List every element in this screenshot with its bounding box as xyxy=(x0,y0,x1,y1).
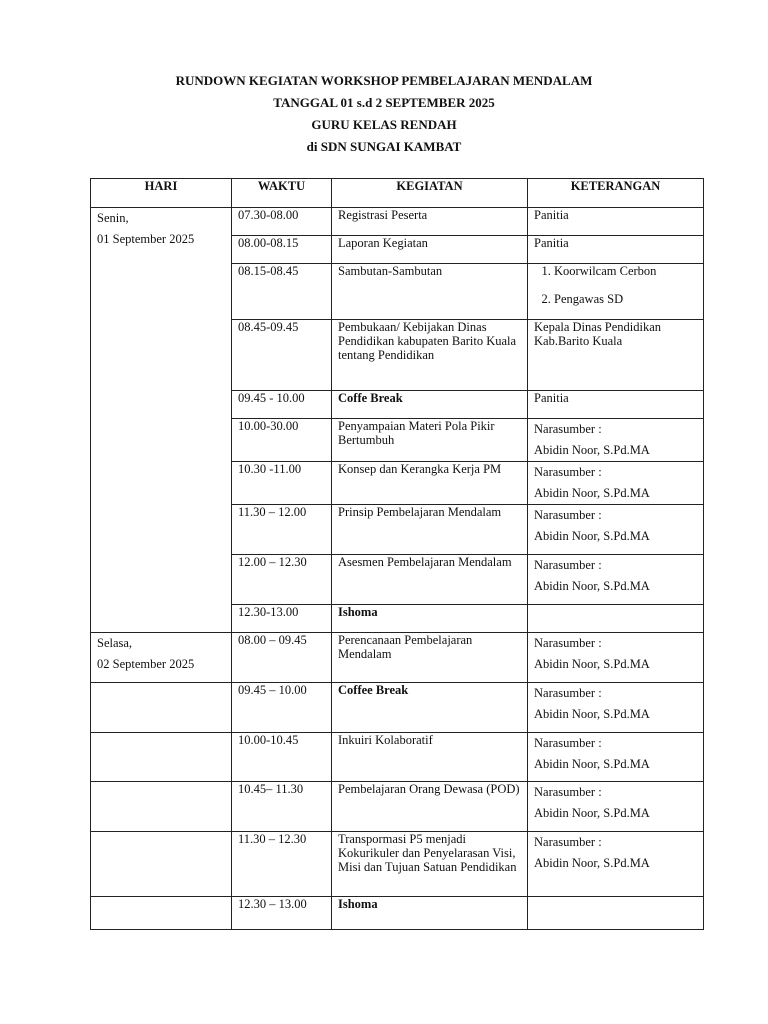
activity-cell: Perencanaan Pembelajaran Mendalam xyxy=(332,633,528,683)
day-cell-empty xyxy=(91,897,232,930)
note-cell xyxy=(528,897,704,930)
note-cell xyxy=(528,462,704,505)
note-speaker: Abidin Noor, S.Pd.MA xyxy=(534,856,650,870)
note-cell: Kepala Dinas Pendidikan Kab.Barito Kuala xyxy=(528,320,704,391)
title-line-3: GURU KELAS RENDAH xyxy=(311,117,457,132)
activity-cell: Ishoma xyxy=(332,897,528,930)
note-label: Narasumber : xyxy=(534,558,602,572)
note-speaker: Abidin Noor, S.Pd.MA xyxy=(534,443,650,457)
activity-cell: Pembelajaran Orang Dewasa (POD) xyxy=(332,782,528,832)
time-cell: 12.30-13.00 xyxy=(232,605,332,633)
column-header-keterangan: KETERANGAN xyxy=(528,179,704,208)
activity-cell: Prinsip Pembelajaran Mendalam xyxy=(332,505,528,555)
note-label: Narasumber : xyxy=(534,686,602,700)
activity-cell: Pembukaan/ Kebijakan Dinas Pendidikan kabupaten Barito Kuala tentang Pendidikan xyxy=(332,320,528,391)
day-cell xyxy=(91,208,232,633)
table-row xyxy=(91,208,704,236)
note-speaker: Abidin Noor, S.Pd.MA xyxy=(534,529,650,543)
activity-cell: Coffe Break xyxy=(332,391,528,419)
rundown-table xyxy=(90,178,704,930)
note-speaker: Abidin Noor, S.Pd.MA xyxy=(534,579,650,593)
note-label: Narasumber : xyxy=(534,835,602,849)
note-speaker: Abidin Noor, S.Pd.MA xyxy=(534,757,650,771)
note-cell xyxy=(528,555,704,605)
note-list-item: 2. Pengawas SD xyxy=(554,285,697,313)
table-row xyxy=(91,832,704,897)
note-cell: Panitia xyxy=(528,208,704,236)
time-cell: 09.45 - 10.00 xyxy=(232,391,332,419)
time-cell: 08.00 – 09.45 xyxy=(232,633,332,683)
activity-cell: Coffee Break xyxy=(332,683,528,733)
table-row xyxy=(91,683,704,733)
activity-cell: Asesmen Pembelajaran Mendalam xyxy=(332,555,528,605)
time-cell: 10.00-10.45 xyxy=(232,733,332,782)
column-header-kegiatan: KEGIATAN xyxy=(332,179,528,208)
title-line-4: di SDN SUNGAI KAMBAT xyxy=(306,139,462,154)
note-label: Narasumber : xyxy=(534,736,602,750)
table-header-row xyxy=(91,179,704,208)
day-date: 02 September 2025 xyxy=(97,657,195,671)
column-header-hari: HARI xyxy=(91,179,232,208)
table-row xyxy=(91,733,704,782)
time-cell: 12.30 – 13.00 xyxy=(232,897,332,930)
time-cell: 08.15-08.45 xyxy=(232,264,332,320)
note-cell xyxy=(528,264,704,320)
note-speaker: Abidin Noor, S.Pd.MA xyxy=(534,486,650,500)
table-row xyxy=(91,897,704,930)
note-label: Narasumber : xyxy=(534,636,602,650)
time-cell: 12.00 – 12.30 xyxy=(232,555,332,605)
table-row xyxy=(91,633,704,683)
document-title xyxy=(0,70,768,158)
note-cell xyxy=(528,733,704,782)
day-cell-empty xyxy=(91,683,232,733)
activity-cell: Transpormasi P5 menjadi Kokurikuler dan Penyelarasan Visi, Misi dan Tujuan Satuan Pendidikan xyxy=(332,832,528,897)
note-cell: Panitia xyxy=(528,391,704,419)
note-list xyxy=(534,257,697,313)
activity-cell: Sambutan-Sambutan xyxy=(332,264,528,320)
activity-cell: Ishoma xyxy=(332,605,528,633)
note-cell xyxy=(528,419,704,462)
note-cell: Panitia xyxy=(528,236,704,264)
note-cell xyxy=(528,782,704,832)
day-name: Selasa, xyxy=(97,636,133,650)
time-cell: 11.30 – 12.30 xyxy=(232,832,332,897)
activity-cell: Penyampaian Materi Pola Pikir Bertumbuh xyxy=(332,419,528,462)
day-cell-empty xyxy=(91,832,232,897)
note-label: Narasumber : xyxy=(534,465,602,479)
day-date: 01 September 2025 xyxy=(97,232,195,246)
time-cell: 10.45– 11.30 xyxy=(232,782,332,832)
time-cell: 09.45 – 10.00 xyxy=(232,683,332,733)
note-cell xyxy=(528,633,704,683)
note-cell xyxy=(528,605,704,633)
title-line-1: RUNDOWN KEGIATAN WORKSHOP PEMBELAJARAN MENDALAM xyxy=(175,73,593,88)
activity-cell: Inkuiri Kolaboratif xyxy=(332,733,528,782)
activity-cell: Laporan Kegiatan xyxy=(332,236,528,264)
note-cell xyxy=(528,505,704,555)
day-cell-empty xyxy=(91,733,232,782)
time-cell: 08.00-08.15 xyxy=(232,236,332,264)
note-label: Narasumber : xyxy=(534,508,602,522)
note-speaker: Abidin Noor, S.Pd.MA xyxy=(534,657,650,671)
note-speaker: Abidin Noor, S.Pd.MA xyxy=(534,707,650,721)
activity-cell: Registrasi Peserta xyxy=(332,208,528,236)
note-label: Narasumber : xyxy=(534,785,602,799)
note-speaker: Abidin Noor, S.Pd.MA xyxy=(534,806,650,820)
day-cell-empty xyxy=(91,782,232,832)
activity-cell: Konsep dan Kerangka Kerja PM xyxy=(332,462,528,505)
time-cell: 07.30-08.00 xyxy=(232,208,332,236)
column-header-waktu: WAKTU xyxy=(232,179,332,208)
note-label: Narasumber : xyxy=(534,422,602,436)
note-cell xyxy=(528,683,704,733)
day-name: Senin, xyxy=(97,211,129,225)
note-list-item: 1. Koorwilcam Cerbon xyxy=(554,257,697,285)
title-line-2: TANGGAL 01 s.d 2 SEPTEMBER 2025 xyxy=(273,95,495,110)
table-row xyxy=(91,782,704,832)
time-cell: 10.00-30.00 xyxy=(232,419,332,462)
time-cell: 10.30 -11.00 xyxy=(232,462,332,505)
time-cell: 08.45-09.45 xyxy=(232,320,332,391)
day-cell xyxy=(91,633,232,683)
note-cell xyxy=(528,832,704,897)
time-cell: 11.30 – 12.00 xyxy=(232,505,332,555)
